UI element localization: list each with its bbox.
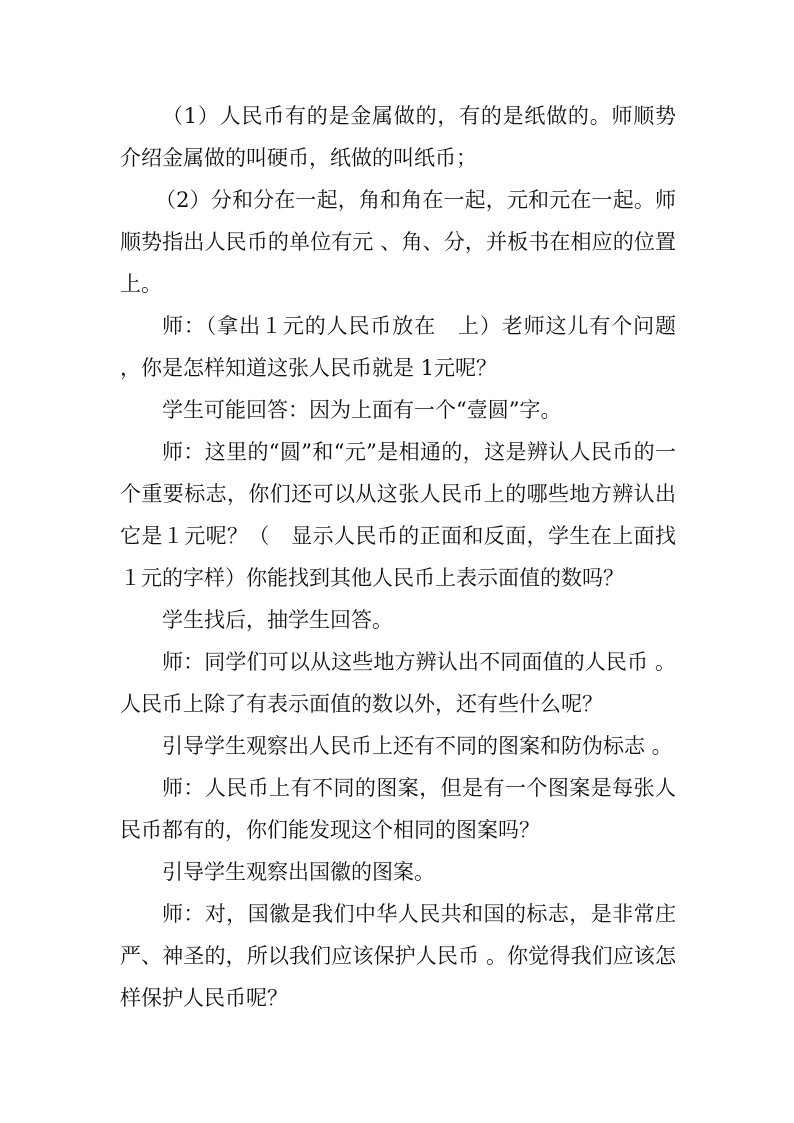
paragraph-currency-units: （2）分和分在一起，角和角在一起，元和元在一起。师顺势指出人民币的单位有元 、角、分，并板书在相应的位置上。 xyxy=(120,188,676,296)
paragraph-teacher-question-one-yuan: 师：（拿出１元的人民币放在 上）老师这儿有个问题，你是怎样知道这张人民币就是 1元呢？ xyxy=(120,314,676,380)
paragraph-coin-paper-intro: （1）人民币有的是金属做的，有的是纸做的。师顺势介绍金属做的叫硬币，纸做的叫纸币； xyxy=(120,104,676,170)
paragraph-teacher-common-pattern: 师：人民币上有不同的图案，但是有一个图案是每张人民币都有的，你们能发现这个相同的图案吗？ xyxy=(120,776,676,842)
document-body xyxy=(120,95,676,1019)
paragraph-teacher-identify-marks: 师：这里的“圆”和“元”是相通的，这是辨认人民币的一个重要标志，你们还可以从这张人民币上的哪些地方辨认出它是１元呢？（ 显示人民币的正面和反面，学生在上面找１元的字样）你能找到其他人民币上表示面值的数吗？ xyxy=(120,440,676,590)
paragraph-teacher-other-features: 师：同学们可以从这些地方辨认出不同面值的人民币 。人民币上除了有表示面值的数以外，还有些什么呢？ xyxy=(120,650,676,716)
paragraph-teacher-protect-currency: 师：对，国徽是我们中华人民共和国的标志，是非常庄严、神圣的，所以我们应该保护人民币 。你觉得我们应该怎样保护人民币呢？ xyxy=(120,902,676,1010)
paragraph-guide-emblem: 引导学生观察出国徽的图案。 xyxy=(162,860,435,884)
paragraph-guide-patterns: 引导学生观察出人民币上还有不同的图案和防伪标志 。 xyxy=(162,734,673,758)
paragraph-students-search: 学生找后，抽学生回答。 xyxy=(162,608,393,632)
paragraph-student-answer: 学生可能回答：因为上面有一个“壹圆”字。 xyxy=(162,398,562,422)
